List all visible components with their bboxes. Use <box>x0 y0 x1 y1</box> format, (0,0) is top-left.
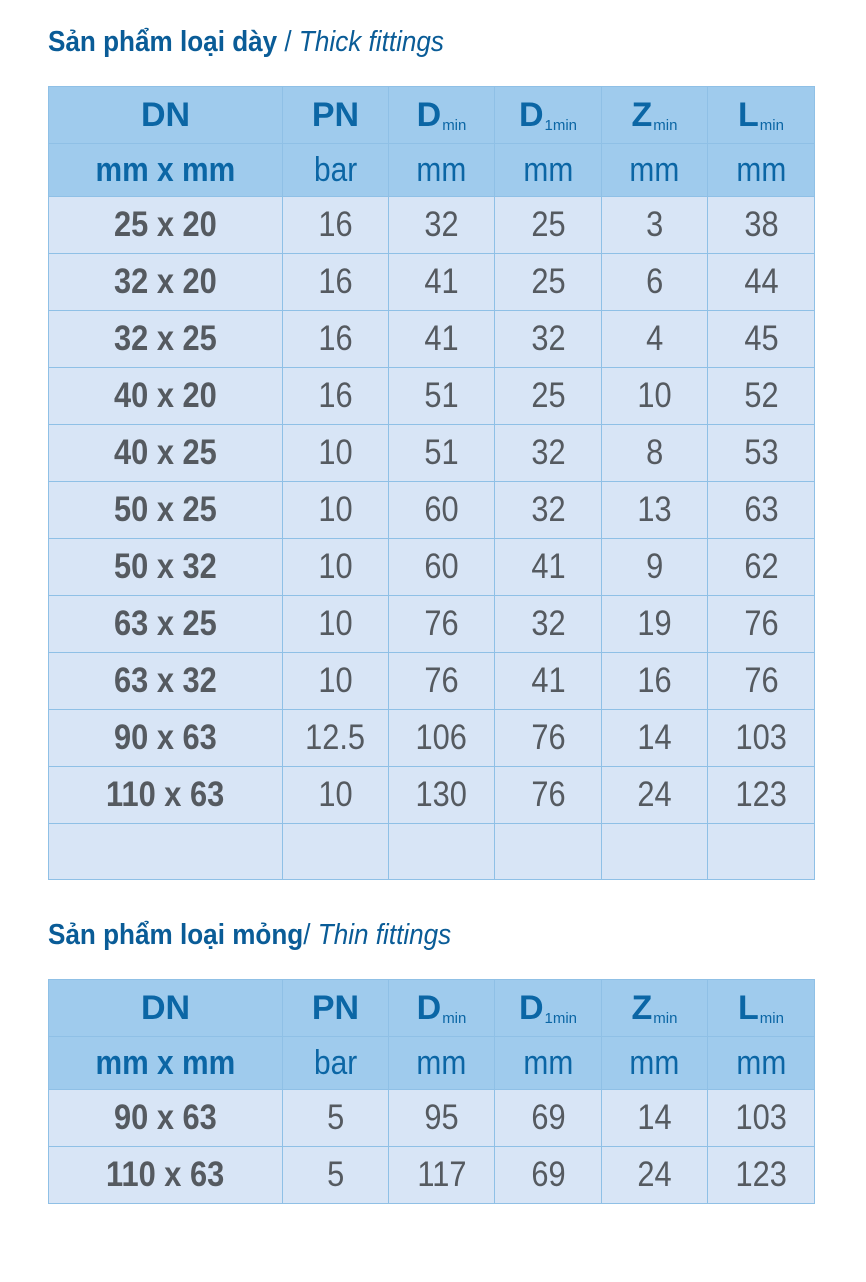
unit-label: bar <box>313 1043 358 1082</box>
cell-pn <box>283 710 389 767</box>
thick-unit-pn <box>283 144 389 197</box>
cell-l-min <box>708 596 815 653</box>
cell-dn <box>49 482 283 539</box>
cell-value: 32 x 25 <box>114 319 217 358</box>
thin-fittings-title <box>48 919 451 952</box>
thin-unit-row <box>49 1037 815 1090</box>
cell-d-min <box>389 653 495 710</box>
cell-dn <box>49 254 283 311</box>
cell-value: 19 <box>637 604 672 643</box>
cell-value: 32 <box>530 433 566 472</box>
cell-pn <box>283 767 389 824</box>
cell-value: 41 <box>530 547 566 586</box>
header-symbol: D <box>416 95 442 134</box>
cell-d-min <box>389 368 495 425</box>
cell-value: 51 <box>424 376 459 415</box>
thick-unit-d1-min <box>495 144 602 197</box>
table-row <box>49 482 815 539</box>
cell-z-min <box>602 425 708 482</box>
cell-value: 25 <box>530 262 566 301</box>
cell-value: 63 x 32 <box>114 661 217 700</box>
header-subscript: min <box>759 116 784 134</box>
cell-z-min <box>602 197 708 254</box>
cell-value: 16 <box>318 205 353 244</box>
cell-value: 4 <box>645 319 664 358</box>
unit-label: mm x mm <box>95 150 236 189</box>
cell-d1-min <box>495 311 602 368</box>
cell-l-min <box>708 197 815 254</box>
cell-z-min <box>602 1090 708 1147</box>
unit-label: mm <box>629 150 680 189</box>
cell-d1-min <box>495 653 602 710</box>
cell-value: 130 <box>415 775 468 814</box>
cell-d-min <box>389 482 495 539</box>
cell-value: 40 x 20 <box>114 376 217 415</box>
cell-d-min <box>389 539 495 596</box>
cell-z-min <box>602 653 708 710</box>
table-row <box>49 767 815 824</box>
cell-d-min <box>389 596 495 653</box>
cell-pn <box>283 254 389 311</box>
cell-pn <box>283 1147 389 1204</box>
cell-value: 45 <box>743 319 779 358</box>
cell-value: 44 <box>743 262 779 301</box>
thick-unit-dn <box>49 144 283 197</box>
header-subscript: min <box>442 116 467 134</box>
cell-dn <box>49 767 283 824</box>
cell-d1-min <box>495 1090 602 1147</box>
cell-value: 32 x 20 <box>114 262 217 301</box>
header-subscript: min <box>653 1009 678 1027</box>
cell-value: 32 <box>424 205 459 244</box>
cell-value: 9 <box>645 547 664 586</box>
cell-d1-min <box>495 1147 602 1204</box>
cell-pn <box>283 425 389 482</box>
unit-label: mm <box>736 150 786 189</box>
cell-d1-min <box>495 539 602 596</box>
header-subscript: min <box>442 1009 467 1027</box>
cell-value: 117 <box>416 1155 467 1194</box>
cell-pn <box>283 596 389 653</box>
unit-label: mm <box>523 150 573 189</box>
thick-header-dn <box>49 87 283 144</box>
cell-pn <box>283 197 389 254</box>
cell-value: 76 <box>530 775 566 814</box>
cell-d1-min <box>495 767 602 824</box>
cell-dn <box>49 1147 283 1204</box>
thick-unit-z-min <box>602 144 708 197</box>
thin-unit-d1-min <box>495 1037 602 1090</box>
thin-header-l-min <box>708 980 815 1037</box>
cell-value: 123 <box>735 1155 787 1194</box>
header-symbol: D <box>416 988 442 1027</box>
thick-header-d1-min <box>495 87 602 144</box>
cell-value: 25 <box>530 205 566 244</box>
cell-value: 53 <box>743 433 779 472</box>
cell-value: 10 <box>318 604 353 643</box>
cell-value: 5 <box>326 1155 345 1194</box>
cell-value: 50 x 25 <box>114 490 217 529</box>
thick-fittings-title <box>48 26 444 59</box>
thick-title-english: Thick fittings <box>298 26 444 58</box>
cell-value: 90 x 63 <box>114 1098 217 1137</box>
cell-z-min <box>602 311 708 368</box>
thick-unit-d-min <box>389 144 495 197</box>
cell-value: 76 <box>743 661 779 700</box>
unit-label: mm <box>416 1043 467 1082</box>
cell-value: 110 x 63 <box>106 1155 225 1194</box>
cell-l-min <box>708 767 815 824</box>
cell-value: 10 <box>318 775 353 814</box>
cell-dn <box>49 311 283 368</box>
thick-title-separator: / <box>277 26 299 58</box>
cell-value: 76 <box>424 604 459 643</box>
empty-row <box>49 824 815 880</box>
header-symbol: Z <box>631 95 653 134</box>
cell-z-min <box>602 482 708 539</box>
cell-value: 10 <box>318 490 353 529</box>
cell-pn <box>283 539 389 596</box>
cell-l-min <box>708 1090 815 1147</box>
cell-value: 14 <box>637 1098 672 1137</box>
cell-value: 16 <box>318 262 353 301</box>
cell-value: 41 <box>424 319 459 358</box>
cell-z-min <box>602 368 708 425</box>
unit-label: mm <box>629 1043 680 1082</box>
empty-cell <box>389 824 495 880</box>
cell-value: 6 <box>645 262 664 301</box>
cell-d-min <box>389 425 495 482</box>
thick-fittings-table <box>48 86 815 880</box>
cell-l-min <box>708 1147 815 1204</box>
header-symbol: DN <box>140 95 191 134</box>
empty-cell <box>602 824 708 880</box>
cell-value: 38 <box>743 205 779 244</box>
cell-value: 69 <box>530 1155 566 1194</box>
empty-cell <box>495 824 602 880</box>
header-symbol: Z <box>631 988 653 1027</box>
cell-l-min <box>708 425 815 482</box>
cell-z-min <box>602 254 708 311</box>
cell-value: 63 x 25 <box>114 604 217 643</box>
cell-l-min <box>708 311 815 368</box>
table-row <box>49 425 815 482</box>
cell-value: 8 <box>645 433 664 472</box>
cell-value: 10 <box>318 661 353 700</box>
cell-pn <box>283 482 389 539</box>
cell-dn <box>49 596 283 653</box>
cell-dn <box>49 425 283 482</box>
cell-pn <box>283 311 389 368</box>
table-row <box>49 197 815 254</box>
cell-dn <box>49 368 283 425</box>
cell-dn <box>49 653 283 710</box>
table-row <box>49 596 815 653</box>
header-subscript: 1min <box>544 1009 578 1027</box>
thin-fittings-table <box>48 979 815 1204</box>
cell-value: 10 <box>318 547 353 586</box>
cell-l-min <box>708 710 815 767</box>
thick-header-z-min <box>602 87 708 144</box>
cell-l-min <box>708 368 815 425</box>
header-symbol: L <box>738 988 759 1027</box>
cell-d1-min <box>495 482 602 539</box>
cell-value: 16 <box>318 376 353 415</box>
cell-value: 25 x 20 <box>114 205 217 244</box>
cell-value: 76 <box>530 718 566 757</box>
thin-header-d-min <box>389 980 495 1037</box>
cell-value: 41 <box>424 262 459 301</box>
cell-d-min <box>389 1090 495 1147</box>
thin-unit-pn <box>283 1037 389 1090</box>
cell-value: 52 <box>743 376 779 415</box>
cell-value: 13 <box>637 490 672 529</box>
cell-d1-min <box>495 425 602 482</box>
thin-unit-d-min <box>389 1037 495 1090</box>
unit-label: bar <box>313 150 358 189</box>
cell-value: 90 x 63 <box>114 718 217 757</box>
table-row <box>49 1147 815 1204</box>
cell-value: 12.5 <box>305 718 366 757</box>
thick-header-l-min <box>708 87 815 144</box>
cell-value: 24 <box>637 1155 672 1194</box>
cell-l-min <box>708 539 815 596</box>
cell-value: 76 <box>424 661 459 700</box>
empty-cell <box>708 824 815 880</box>
cell-value: 51 <box>424 433 459 472</box>
cell-value: 32 <box>530 604 566 643</box>
cell-value: 10 <box>318 433 353 472</box>
thin-title-vietnamese: Sản phẩm loại mỏng <box>48 919 304 951</box>
table-row <box>49 710 815 767</box>
cell-value: 103 <box>735 1098 787 1137</box>
thick-header-row <box>49 87 815 144</box>
header-subscript: min <box>653 116 678 134</box>
cell-d1-min <box>495 254 602 311</box>
header-symbol: D <box>518 95 544 134</box>
cell-z-min <box>602 539 708 596</box>
thin-header-pn <box>283 980 389 1037</box>
cell-d-min <box>389 197 495 254</box>
cell-d1-min <box>495 596 602 653</box>
thin-title-separator: / <box>303 919 318 951</box>
cell-value: 103 <box>735 718 787 757</box>
cell-pn <box>283 1090 389 1147</box>
cell-z-min <box>602 767 708 824</box>
cell-value: 62 <box>743 547 779 586</box>
cell-value: 40 x 25 <box>114 433 217 472</box>
header-symbol: D <box>518 988 544 1027</box>
cell-dn <box>49 710 283 767</box>
cell-d-min <box>389 311 495 368</box>
thin-header-z-min <box>602 980 708 1037</box>
thin-header-dn <box>49 980 283 1037</box>
cell-d-min <box>389 767 495 824</box>
cell-value: 60 <box>424 547 459 586</box>
cell-d1-min <box>495 197 602 254</box>
cell-value: 14 <box>637 718 672 757</box>
thick-header-pn <box>283 87 389 144</box>
header-symbol: PN <box>311 95 360 134</box>
cell-value: 5 <box>326 1098 345 1137</box>
cell-d1-min <box>495 710 602 767</box>
cell-value: 60 <box>424 490 459 529</box>
cell-dn <box>49 1090 283 1147</box>
cell-dn <box>49 197 283 254</box>
cell-value: 110 x 63 <box>106 775 225 814</box>
cell-value: 16 <box>318 319 353 358</box>
cell-pn <box>283 653 389 710</box>
header-subscript: 1min <box>544 116 578 134</box>
cell-value: 41 <box>530 661 566 700</box>
thick-unit-row <box>49 144 815 197</box>
thick-unit-l-min <box>708 144 815 197</box>
cell-z-min <box>602 710 708 767</box>
thin-title-english: Thin fittings <box>317 919 452 951</box>
unit-label: mm <box>523 1043 573 1082</box>
cell-value: 106 <box>415 718 468 757</box>
unit-label: mm <box>416 150 467 189</box>
cell-value: 69 <box>530 1098 566 1137</box>
thick-title-vietnamese: Sản phẩm loại dày <box>48 26 278 58</box>
cell-pn <box>283 368 389 425</box>
table-row <box>49 254 815 311</box>
cell-value: 3 <box>645 205 664 244</box>
cell-d-min <box>389 710 495 767</box>
cell-value: 123 <box>735 775 787 814</box>
unit-label: mm x mm <box>95 1043 236 1082</box>
cell-d1-min <box>495 368 602 425</box>
cell-value: 10 <box>637 376 672 415</box>
header-subscript: min <box>759 1009 784 1027</box>
thick-header-d-min <box>389 87 495 144</box>
table-row <box>49 311 815 368</box>
cell-value: 95 <box>424 1098 459 1137</box>
cell-value: 24 <box>637 775 672 814</box>
cell-value: 76 <box>743 604 779 643</box>
cell-value: 25 <box>530 376 566 415</box>
cell-value: 16 <box>637 661 672 700</box>
unit-label: mm <box>736 1043 786 1082</box>
header-symbol: L <box>738 95 759 134</box>
table-row <box>49 1090 815 1147</box>
cell-value: 63 <box>743 490 779 529</box>
cell-d-min <box>389 1147 495 1204</box>
cell-z-min <box>602 1147 708 1204</box>
table-row <box>49 539 815 596</box>
thin-header-row <box>49 980 815 1037</box>
thin-unit-l-min <box>708 1037 815 1090</box>
cell-value: 32 <box>530 490 566 529</box>
header-symbol: PN <box>311 988 360 1027</box>
cell-d-min <box>389 254 495 311</box>
empty-cell <box>49 824 283 880</box>
cell-l-min <box>708 653 815 710</box>
cell-l-min <box>708 254 815 311</box>
table-row <box>49 653 815 710</box>
thin-unit-dn <box>49 1037 283 1090</box>
empty-cell <box>283 824 389 880</box>
cell-l-min <box>708 482 815 539</box>
thin-header-d1-min <box>495 980 602 1037</box>
cell-dn <box>49 539 283 596</box>
cell-z-min <box>602 596 708 653</box>
cell-value: 32 <box>530 319 566 358</box>
header-symbol: DN <box>140 988 191 1027</box>
cell-value: 50 x 32 <box>114 547 217 586</box>
thin-unit-z-min <box>602 1037 708 1090</box>
table-row <box>49 368 815 425</box>
